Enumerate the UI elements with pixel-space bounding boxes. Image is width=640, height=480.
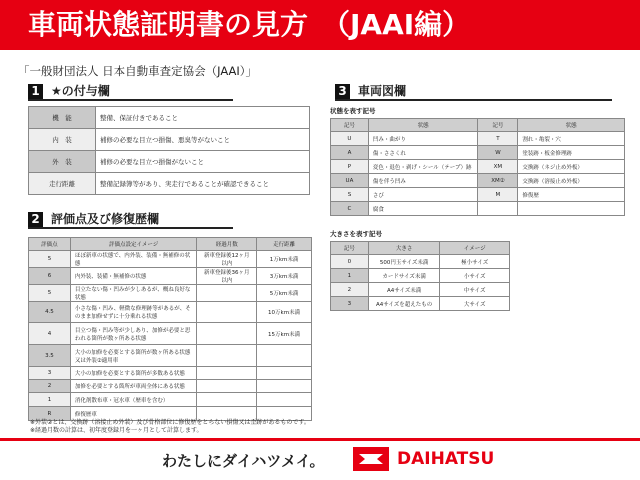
table-cell bbox=[197, 367, 257, 380]
table-cell: 15万km未満 bbox=[257, 323, 312, 345]
table-cell bbox=[518, 202, 625, 216]
note: ※経過月数の計算は、初年度登録月を一ヶ月として計算します。 bbox=[30, 427, 203, 434]
section-number: 1 bbox=[28, 84, 43, 99]
note: ※外装②とは、交換跡（溶接止め外装）及び骨格部位に修復歴をとらない損傷又は歪跡があるものです。 bbox=[30, 419, 310, 426]
table-cell: 5万km未満 bbox=[257, 285, 312, 302]
table-cell: 腐食 bbox=[368, 202, 478, 216]
table-cell: A4サイズ未満 bbox=[368, 283, 440, 297]
table-row bbox=[331, 283, 510, 297]
table-cell: 小サイズ bbox=[440, 269, 510, 283]
table-cell: 4.5 bbox=[29, 302, 71, 323]
table-row bbox=[331, 297, 510, 311]
table-cell bbox=[257, 393, 312, 407]
table-cell: U bbox=[331, 132, 369, 146]
size-table bbox=[330, 241, 510, 311]
table-row bbox=[29, 323, 312, 345]
table-cell: 割れ・亀裂・穴 bbox=[518, 132, 625, 146]
table-cell: 大きさ bbox=[368, 242, 440, 255]
table-cell: 10万km未満 bbox=[257, 302, 312, 323]
table-row bbox=[331, 269, 510, 283]
table-cell: さび bbox=[368, 188, 478, 202]
section-1-header bbox=[28, 84, 233, 101]
table-cell: 加修を必要とする箇所が車両全体にある状態 bbox=[70, 380, 196, 393]
table-cell: A4サイズを超えたもの bbox=[368, 297, 440, 311]
table-row bbox=[331, 146, 625, 160]
table-row bbox=[331, 132, 625, 146]
table-cell: C bbox=[331, 202, 369, 216]
table-cell: ほぼ新車の状態で、内外装、装備・無補修の状態 bbox=[70, 251, 196, 268]
table-row bbox=[29, 345, 312, 367]
table-cell: M bbox=[478, 188, 518, 202]
table-cell: 凹み・曲がり bbox=[368, 132, 478, 146]
table-cell: 3万km未満 bbox=[257, 268, 312, 285]
table-cell: 中サイズ bbox=[440, 283, 510, 297]
table-cell: XM bbox=[478, 160, 518, 174]
table-cell: 1 bbox=[29, 393, 71, 407]
table-cell: 整備、保証付きであること bbox=[96, 107, 310, 129]
table-cell: 走行距離 bbox=[29, 173, 96, 195]
table-cell: 記号 bbox=[331, 242, 369, 255]
section-number: 3 bbox=[335, 84, 350, 99]
table-cell: 修復歴車 bbox=[70, 407, 196, 421]
table-row bbox=[29, 302, 312, 323]
condition-table bbox=[330, 118, 625, 216]
table-cell: UA bbox=[331, 174, 369, 188]
table-cell: 5 bbox=[29, 251, 71, 268]
table-cell: 新車登録後12ヶ月以内 bbox=[197, 251, 257, 268]
table-cell: 5 bbox=[29, 285, 71, 302]
table-row bbox=[331, 188, 625, 202]
table-cell bbox=[257, 380, 312, 393]
table-cell: 交換跡（ネジ止め外板） bbox=[518, 160, 625, 174]
section-2-header bbox=[28, 212, 233, 229]
table-cell: A bbox=[331, 146, 369, 160]
table-cell: 状態 bbox=[518, 119, 625, 132]
table-cell: 3 bbox=[331, 297, 369, 311]
table-cell: 500円玉サイズ未満 bbox=[368, 255, 440, 269]
table-cell: 変色・退色・剥げ・シール（テープ）跡 bbox=[368, 160, 478, 174]
table-cell: 内外装、装備・無補修の状態 bbox=[70, 268, 196, 285]
table-cell: S bbox=[331, 188, 369, 202]
table-cell: T bbox=[478, 132, 518, 146]
table-cell: 記号 bbox=[478, 119, 518, 132]
table-row bbox=[29, 173, 310, 195]
brand-name: DAIHATSU bbox=[397, 449, 495, 469]
table-cell: 記号 bbox=[331, 119, 369, 132]
table-cell: 6 bbox=[29, 268, 71, 285]
section-3-header bbox=[335, 84, 612, 101]
size-title: 大きさを表す記号 bbox=[330, 230, 382, 238]
table-row bbox=[331, 119, 625, 132]
table-cell: イメージ bbox=[440, 242, 510, 255]
table-cell: 補修の必要な目立つ損傷がないこと bbox=[96, 151, 310, 173]
table-cell: 内 装 bbox=[29, 129, 96, 151]
table-cell bbox=[197, 380, 257, 393]
table-row bbox=[29, 129, 310, 151]
page-title: 車両状態証明書の見方 （JAAI編） bbox=[0, 0, 640, 50]
table-cell: 極小サイズ bbox=[440, 255, 510, 269]
table-row bbox=[29, 367, 312, 380]
table-cell: 1万km未満 bbox=[257, 251, 312, 268]
table-cell: W bbox=[478, 146, 518, 160]
table-cell: 状態 bbox=[368, 119, 478, 132]
organization-name: 「一般財団法人 日本自動車査定協会（JAAI）」 bbox=[18, 64, 258, 78]
table-cell: 3.5 bbox=[29, 345, 71, 367]
section-title: 評価点及び修復歴欄 bbox=[51, 212, 160, 226]
grade-table bbox=[28, 237, 312, 421]
table-cell: 消化剤散布車・冠水車（歴車を含む） bbox=[70, 393, 196, 407]
table-row bbox=[29, 151, 310, 173]
table-cell bbox=[197, 302, 257, 323]
table-cell bbox=[197, 345, 257, 367]
table-row bbox=[331, 242, 510, 255]
table-cell: 4 bbox=[29, 323, 71, 345]
table-cell: 目立たない傷・凹みが少しあるが、概ね良好な状態 bbox=[70, 285, 196, 302]
table-row bbox=[29, 268, 312, 285]
table-row bbox=[331, 160, 625, 174]
table-row bbox=[29, 285, 312, 302]
table-cell: 2 bbox=[29, 380, 71, 393]
table-row bbox=[331, 174, 625, 188]
table-cell bbox=[197, 393, 257, 407]
table-row bbox=[29, 251, 312, 268]
table-cell: 大小の加修を必要とする箇所が多数ある状態 bbox=[70, 367, 196, 380]
notes bbox=[30, 419, 310, 435]
daihatsu-logo-icon bbox=[353, 447, 389, 471]
table-cell: 3 bbox=[29, 367, 71, 380]
table-cell: 塗装跡・板金修理跡 bbox=[518, 146, 625, 160]
table-cell: 傷・ささくれ bbox=[368, 146, 478, 160]
table-row bbox=[29, 107, 310, 129]
table-cell: 経過月数 bbox=[197, 238, 257, 251]
table-cell bbox=[478, 202, 518, 216]
section-number: 2 bbox=[28, 212, 43, 227]
table-row bbox=[29, 238, 312, 251]
table-cell: 目立つ傷・凹み等が少しあり、加修が必要と思われる箇所が数ヶ所ある状態 bbox=[70, 323, 196, 345]
section-title: ★の付与欄 bbox=[51, 84, 110, 98]
table-cell: 小さな傷・凹み、軽微な修理跡等があるが、そのまま加修せずに十分乗れる状態 bbox=[70, 302, 196, 323]
table-cell: 交換跡（溶接止め外板） bbox=[518, 174, 625, 188]
condition-title: 状態を表す記号 bbox=[330, 107, 376, 115]
table-cell: 大小の加修を必要とする箇所が数ヶ所ある状態又は外装②適用車 bbox=[70, 345, 196, 367]
table-cell: 補修の必要な目立つ損傷、悪臭等がないこと bbox=[96, 129, 310, 151]
table-cell: 0 bbox=[331, 255, 369, 269]
divider bbox=[0, 438, 640, 441]
table-cell: 外 装 bbox=[29, 151, 96, 173]
table-cell: 機 能 bbox=[29, 107, 96, 129]
table-row bbox=[29, 380, 312, 393]
table-cell: 評価点 bbox=[29, 238, 71, 251]
table-row bbox=[29, 393, 312, 407]
table-cell: 傷を伴う凹み bbox=[368, 174, 478, 188]
table-cell: 1 bbox=[331, 269, 369, 283]
table-cell: XM② bbox=[478, 174, 518, 188]
table-cell bbox=[197, 323, 257, 345]
table-cell: 整備記録簿等があり、実走行であることが確認できること bbox=[96, 173, 310, 195]
table-cell: 新車登録後36ヶ月以内 bbox=[197, 268, 257, 285]
table-cell bbox=[257, 345, 312, 367]
table-cell bbox=[257, 367, 312, 380]
table-cell: 修復歴 bbox=[518, 188, 625, 202]
table-cell: 走行距離 bbox=[257, 238, 312, 251]
table-cell: R bbox=[29, 407, 71, 421]
slogan-logo: わたしにダイハツメイ。 bbox=[162, 452, 325, 470]
table-row bbox=[331, 255, 510, 269]
table-cell: P bbox=[331, 160, 369, 174]
table-cell: 2 bbox=[331, 283, 369, 297]
table-cell: 大サイズ bbox=[440, 297, 510, 311]
table-cell bbox=[197, 285, 257, 302]
star-table bbox=[28, 106, 310, 195]
table-row bbox=[331, 202, 625, 216]
table-cell: 評価点設定イメージ bbox=[70, 238, 196, 251]
section-title: 車両図欄 bbox=[358, 84, 407, 98]
table-cell: カードサイズ未満 bbox=[368, 269, 440, 283]
